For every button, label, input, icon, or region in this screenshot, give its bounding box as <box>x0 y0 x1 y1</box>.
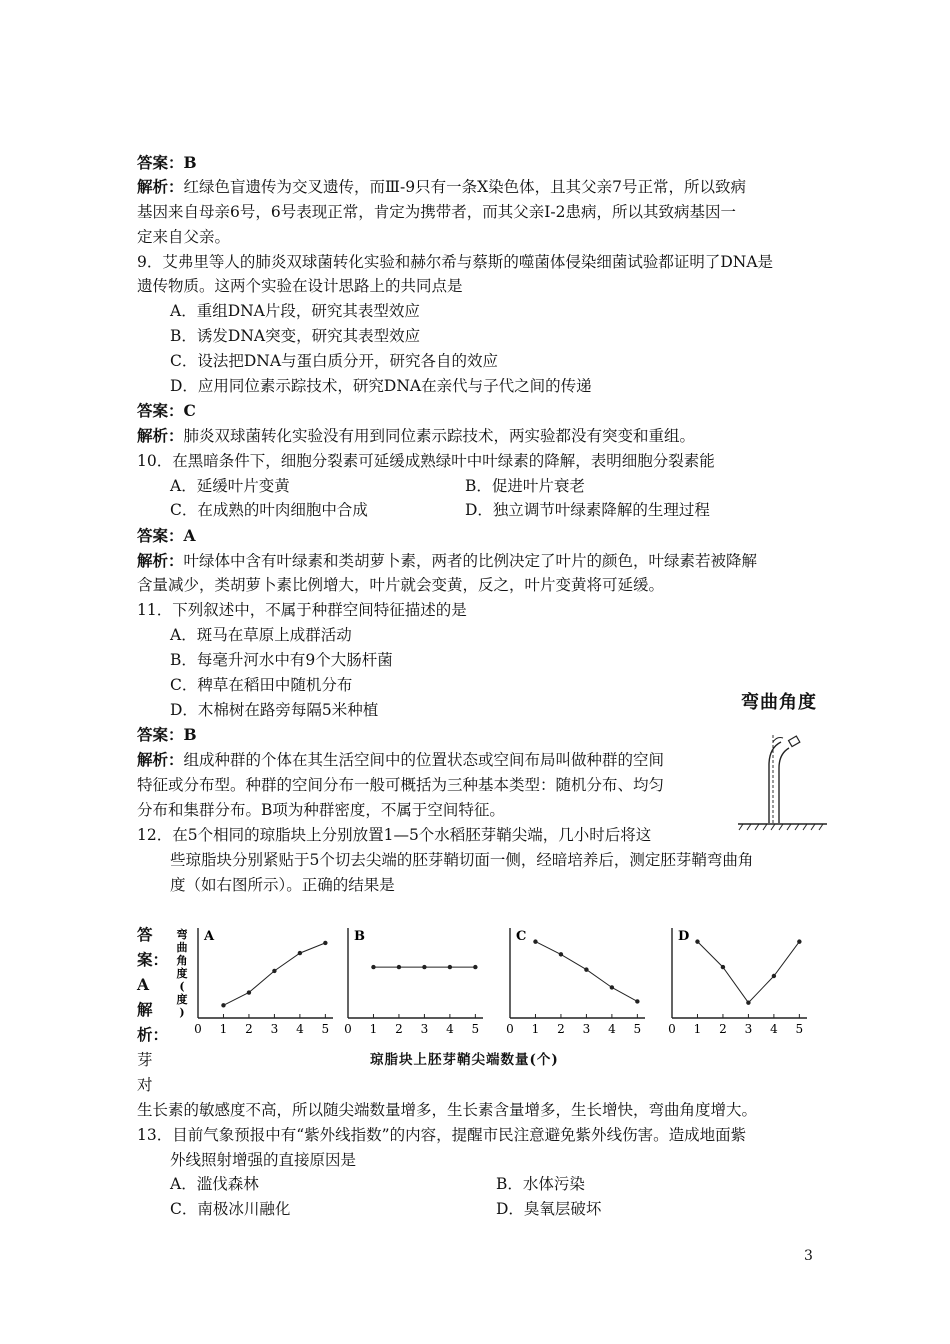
q10-option-b: B．促进叶片衰老 <box>465 477 585 495</box>
chart-data-point <box>797 939 801 943</box>
q9-option-b: B．诱发DNA突变，研究其表型效应 <box>170 327 421 345</box>
coleoptile-drawing <box>735 690 830 835</box>
q10-option-d: D．独立调节叶绿素降解的生理过程 <box>465 501 710 519</box>
chart-x-tick-label: 5 <box>633 1022 642 1036</box>
answer-label: 答案： <box>137 725 184 744</box>
chart-x-tick-label: 2 <box>719 1022 727 1036</box>
chart-x-tick-label: 3 <box>744 1022 753 1036</box>
chart-x-tick-label: 0 <box>344 1022 352 1036</box>
answer-label: 答案： <box>137 401 184 420</box>
q13-option-c: C．南极冰川融化 <box>170 1200 291 1218</box>
q11-analysis-line-2: 特征或分布型。种群的空间分布一般可概括为三种基本类型：随机分布、均匀 <box>137 776 665 794</box>
chart-x-tick-label: 5 <box>795 1022 804 1036</box>
chart-x-tick-label: 1 <box>531 1022 540 1036</box>
q8-answer <box>137 153 197 173</box>
chart-x-tick-label: 3 <box>582 1022 591 1036</box>
chart-ylabel-char: 角 <box>176 954 188 967</box>
analysis-text: 红绿色盲遗传为交叉遗传，而Ⅲ-9只有一条X染色体，且其父亲7号正常，所以致病 <box>183 178 746 196</box>
page-number: 3 <box>804 1248 813 1264</box>
chart-data-point <box>298 951 302 955</box>
chart-data-point <box>448 965 452 969</box>
side-char-4: 解 <box>137 1000 153 1019</box>
q10-analysis-line-1 <box>137 551 757 571</box>
chart-data-point <box>610 985 614 989</box>
q11-option-a: A．斑马在草原上成群活动 <box>170 626 352 644</box>
chart-data-point <box>272 969 276 973</box>
answer-value: A <box>183 526 196 545</box>
chart-series-line <box>224 943 326 1005</box>
q10-option-a: A．延缓叶片变黄 <box>170 477 290 495</box>
chart-panel-label: B <box>354 929 365 944</box>
chart-data-point <box>371 965 375 969</box>
chart-series-line <box>698 942 800 1003</box>
answer-label: 答案： <box>137 526 184 545</box>
chart-x-tick-label: 3 <box>270 1022 279 1036</box>
chart-data-point <box>559 952 563 956</box>
chart-x-tick-label: 3 <box>420 1022 429 1036</box>
chart-data-point <box>721 965 725 969</box>
q12-charts <box>170 920 820 1070</box>
q13-stem-line-1: 13．目前气象预报中有“紫外线指数”的内容，提醒市民注意避免紫外线伤害。造成地面紫 <box>137 1126 747 1144</box>
analysis-label: 解析： <box>137 426 184 445</box>
q11-analysis-line-1 <box>137 750 664 770</box>
chart-x-tick-label: 2 <box>395 1022 403 1036</box>
side-char-3: A <box>137 975 150 994</box>
q13-option-d: D．臭氧层破坏 <box>496 1200 602 1218</box>
chart-data-point <box>323 941 327 945</box>
chart-data-point <box>247 990 251 994</box>
q9-analysis <box>137 426 695 446</box>
analysis-label: 解析： <box>137 750 184 769</box>
chart-ylabel-char: 度 <box>176 967 188 980</box>
chart-x-tick-label: 0 <box>668 1022 676 1036</box>
q11-stem: 11．下列叙述中，不属于种群空间特征描述的是 <box>137 601 467 619</box>
q11-option-b: B．每毫升河水中有9个大肠杆菌 <box>170 651 393 669</box>
chart-x-tick-label: 1 <box>693 1022 702 1036</box>
chart-panel-label: D <box>678 929 690 944</box>
chart-data-point <box>584 967 588 971</box>
q12-stem-line-1: 12．在5个相同的琼脂块上分别放置1—5个水稻胚芽鞘尖端，几小时后将这 <box>137 826 652 844</box>
chart-x-tick-label: 0 <box>194 1022 202 1036</box>
chart-x-tick-label: 4 <box>608 1022 616 1036</box>
q13-option-a: A．滥伐森林 <box>170 1175 259 1193</box>
chart-x-tick-label: 4 <box>446 1022 454 1036</box>
q10-stem: 10．在黑暗条件下，细胞分裂素可延缓成熟绿叶中叶绿素的降解，表明细胞分裂素能 <box>137 452 715 470</box>
q11-analysis-line-3: 分布和集群分布。B项为种群密度，不属于空间特征。 <box>137 801 505 819</box>
chart-ylabel-char: ( <box>179 980 185 993</box>
chart-panel-label: A <box>204 929 215 944</box>
chart-x-tick-label: 2 <box>245 1022 253 1036</box>
answer-value: B <box>183 153 197 172</box>
q13-stem-line-2: 外线照射增强的直接原因是 <box>170 1151 357 1169</box>
chart-panel-label: C <box>516 929 527 944</box>
q8-analysis-line-1 <box>137 177 746 197</box>
q10-answer <box>137 526 196 546</box>
side-char-7: 对 <box>137 1076 153 1094</box>
answer-value: C <box>183 401 196 420</box>
chart-xlabel: 琼脂块上胚芽鞘尖端数量(个) <box>370 1052 559 1068</box>
q9-option-a: A．重组DNA片段，研究其表型效应 <box>170 302 420 320</box>
chart-data-point <box>746 1001 750 1005</box>
chart-data-point <box>533 939 537 943</box>
side-char-2: 案： <box>137 950 169 969</box>
q10-analysis-line-2: 含量减少，类胡萝卜素比例增大，叶片就会变黄，反之，叶片变黄将可延缓。 <box>137 576 665 594</box>
q9-option-c: C．设法把DNA与蛋白质分开，研究各自的效应 <box>170 352 499 370</box>
chart-ylabel-char: 曲 <box>176 941 188 954</box>
chart-x-tick-label: 4 <box>296 1022 304 1036</box>
chart-data-point <box>635 999 639 1003</box>
q11-answer <box>137 725 197 745</box>
analysis-text: 肺炎双球菌转化实验没有用到同位素示踪技术，两实验都没有突变和重组。 <box>183 427 696 445</box>
chart-ylabel-char: 度 <box>176 993 188 1006</box>
figure-title: 弯曲角度 <box>741 692 817 713</box>
chart-x-tick-label: 1 <box>219 1022 228 1036</box>
chart-x-tick-label: 0 <box>506 1022 514 1036</box>
chart-data-point <box>397 965 401 969</box>
q12-analysis-continued: 生长素的敏感度不高，所以随尖端数量增多，生长素含量增多，生长增快，弯曲角度增大。 <box>137 1101 758 1119</box>
q11-option-c: C．稗草在稻田中随机分布 <box>170 676 353 694</box>
chart-data-point <box>473 965 477 969</box>
q9-stem-line-2: 遗传物质。这两个实验在设计思路上的共同点是 <box>137 277 463 295</box>
chart-data-point <box>422 965 426 969</box>
chart-x-tick-label: 4 <box>770 1022 778 1036</box>
chart-x-tick-label: 5 <box>321 1022 330 1036</box>
side-char-5: 析： <box>137 1025 169 1044</box>
q9-answer <box>137 401 196 421</box>
chart-ylabel-char: 弯 <box>176 928 188 941</box>
q12-stem-line-3: 度（如右图所示）。正确的结果是 <box>170 876 395 894</box>
chart-x-tick-label: 1 <box>369 1022 378 1036</box>
q9-stem-line-1: 9．艾弗里等人的肺炎双球菌转化实验和赫尔希与蔡斯的噬菌体侵染细菌试验都证明了DNA是 <box>137 253 774 271</box>
answer-label: 答案： <box>137 153 184 172</box>
analysis-text: 组成种群的个体在其生活空间中的位置状态或空间布局叫做种群的空间 <box>183 751 665 769</box>
q12-stem-line-2: 些琼脂块分别紧贴于5个切去尖端的胚芽鞘切面一侧，经暗培养后，测定胚芽鞘弯曲角 <box>170 851 754 869</box>
side-char-1: 答 <box>137 925 153 944</box>
analysis-label: 解析： <box>137 551 184 570</box>
q13-option-b: B．水体污染 <box>496 1175 585 1193</box>
analysis-text: 叶绿体中含有叶绿素和类胡萝卜素，两者的比例决定了叶片的颜色，叶绿素若被降解 <box>183 552 758 570</box>
bend-angle-figure <box>735 690 830 835</box>
chart-data-point <box>772 974 776 978</box>
answer-value: B <box>183 725 197 744</box>
chart-ylabel-char: ) <box>179 1006 185 1019</box>
analysis-label: 解析： <box>137 177 184 196</box>
q8-analysis-line-3: 定来自父亲。 <box>137 228 231 246</box>
q10-option-c: C．在成熟的叶肉细胞中合成 <box>170 501 368 519</box>
q9-option-d: D．应用同位素示踪技术，研究DNA在亲代与子代之间的传递 <box>170 377 592 395</box>
chart-data-point <box>221 1003 225 1007</box>
chart-x-tick-label: 5 <box>471 1022 480 1036</box>
side-char-6: 芽 <box>137 1051 153 1069</box>
chart-x-tick-label: 2 <box>557 1022 565 1036</box>
chart-data-point <box>695 939 699 943</box>
q11-option-d: D．木棉树在路旁每隔5米种植 <box>170 701 379 719</box>
q8-analysis-line-2: 基因来自母亲6号，6号表现正常，肯定为携带者，而其父亲Ⅰ-2患病，所以其致病基因一 <box>137 203 736 221</box>
